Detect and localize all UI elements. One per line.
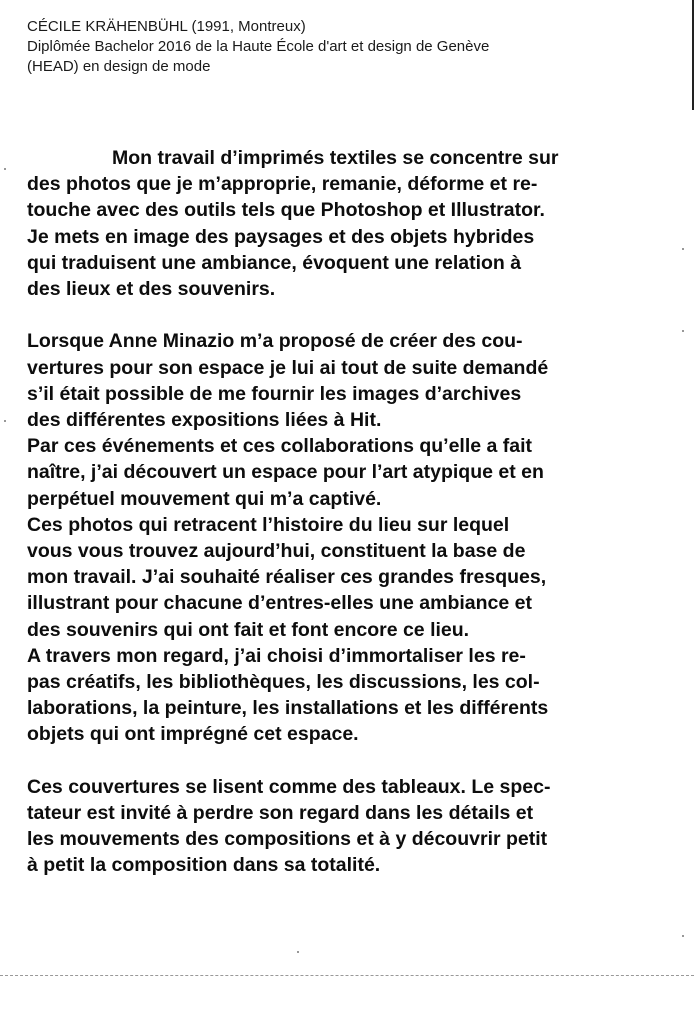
- text-line: pas créatifs, les bibliothèques, les discussions, les col-: [27, 671, 540, 694]
- paragraph-6: [27, 774, 667, 879]
- text-line: Lorsque Anne Minazio m’a proposé de créer des cou-: [27, 330, 523, 353]
- author-header: [27, 17, 667, 77]
- paragraph-2: [27, 328, 667, 433]
- paragraph-1: [27, 145, 667, 302]
- text-line: Ces couvertures se lisent comme des tableaux. Le spec-: [27, 775, 551, 798]
- scan-speck: [682, 330, 684, 332]
- paragraph-gap: [27, 748, 667, 774]
- scan-speck: [682, 248, 684, 250]
- text-line: illustrant pour chacune d’entres-elles une ambiance et: [27, 592, 532, 615]
- text-line: naître, j’ai découvert un espace pour l’art atypique et en: [27, 461, 544, 484]
- author-name-line: CÉCILE KRÄHENBÜHL (1991, Montreux): [27, 18, 306, 35]
- scan-speck: [682, 935, 684, 937]
- text-line: objets qui ont imprégné cet espace.: [27, 723, 359, 746]
- diploma-line: Diplômée Bachelor 2016 de la Haute École d'art et design de Genève: [27, 38, 490, 55]
- scan-speck: [4, 420, 6, 422]
- text-line: Je mets en image des paysages et des objets hybrides: [27, 225, 535, 248]
- text-line: s’il était possible de me fournir les images d’archives: [27, 382, 522, 405]
- text-line: à petit la composition dans sa totalité.: [27, 854, 381, 877]
- scan-speck: [297, 951, 299, 953]
- bottom-scan-rule: [0, 975, 694, 976]
- text-line: perpétuel mouvement qui m’a captivé.: [27, 487, 382, 510]
- text-line: laborations, la peinture, les installations et les différents: [27, 697, 549, 720]
- paragraph-4: [27, 512, 667, 643]
- paragraph-3: [27, 433, 667, 512]
- text-line: des lieux et des souvenirs.: [27, 278, 276, 301]
- text-line: Mon travail d’imprimés textiles se concentre sur: [112, 147, 559, 169]
- paragraph-5: [27, 643, 667, 748]
- paragraph-gap: [27, 302, 667, 328]
- scan-speck: [4, 168, 6, 170]
- text-line: des différentes expositions liées à Hit.: [27, 409, 382, 432]
- text-line: A travers mon regard, j’ai choisi d’immortaliser les re-: [27, 644, 526, 667]
- statement-body: [27, 145, 667, 879]
- text-line: vous vous trouvez aujourd’hui, constituent la base de: [27, 540, 526, 563]
- text-line: des souvenirs qui ont fait et font encore ce lieu.: [27, 618, 470, 641]
- specialty-line: (HEAD) en design de mode: [27, 58, 211, 75]
- text-line: vertures pour son espace je lui ai tout de suite demandé: [27, 356, 549, 379]
- text-line: tateur est invité à perdre son regard dans les détails et: [27, 802, 534, 825]
- text-line: des photos que je m’approprie, remanie, déforme et re-: [27, 173, 538, 196]
- text-line: les mouvements des compositions et à y découvrir petit: [27, 828, 548, 851]
- text-line: qui traduisent une ambiance, évoquent une relation à: [27, 251, 522, 274]
- text-line: Ces photos qui retracent l’histoire du lieu sur lequel: [27, 513, 510, 536]
- text-line: touche avec des outils tels que Photoshop et Illustrator.: [27, 199, 545, 222]
- text-line: Par ces événements et ces collaborations qu’elle a fait: [27, 435, 533, 458]
- text-line: mon travail. J’ai souhaité réaliser ces grandes fresques,: [27, 566, 547, 589]
